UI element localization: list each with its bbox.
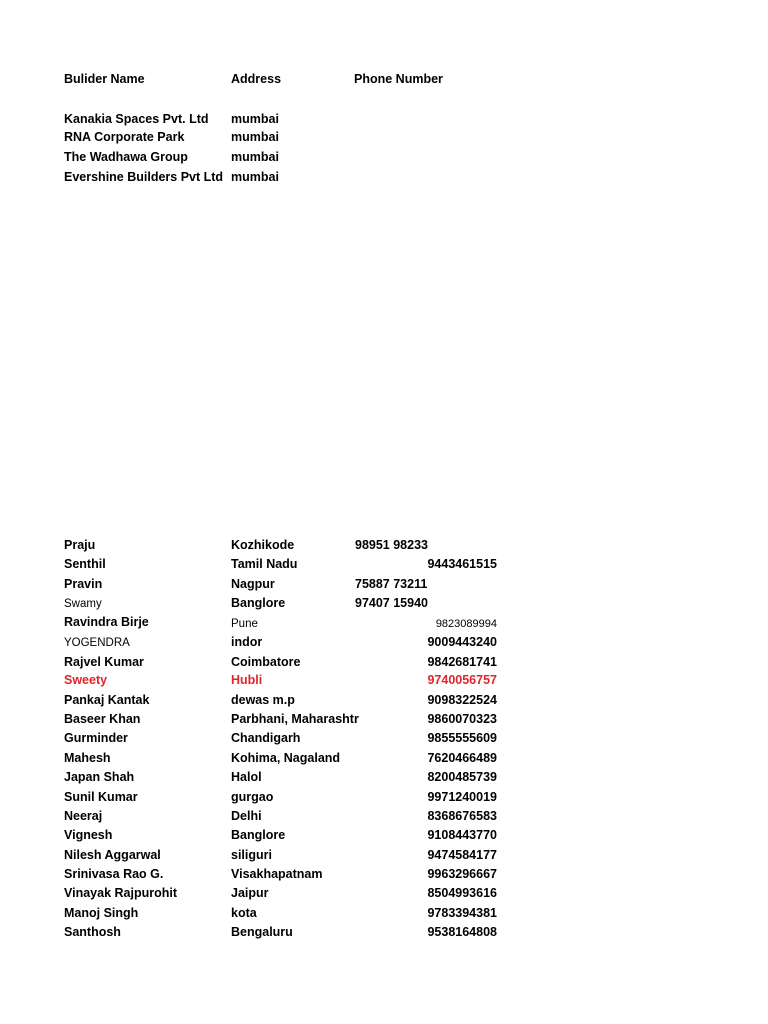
contact-name: Nilesh Aggarwal [64, 848, 161, 862]
contact-name: Neeraj [64, 809, 103, 823]
contact-name: Pankaj Kantak [64, 693, 150, 707]
contact-address-highlighted: Hubli [231, 673, 263, 687]
contact-phone: 9860070323 [427, 712, 497, 726]
contact-address: siliguri [231, 848, 272, 862]
contact-name: Vignesh [64, 828, 113, 842]
contact-phone: 9855555609 [427, 731, 497, 745]
header-address: Address [231, 72, 282, 86]
contact-address: Bengaluru [231, 925, 293, 939]
builder-address: mumbai [231, 150, 279, 164]
contact-name: Swamy [64, 598, 102, 610]
header-builder-name: Bulider Name [64, 72, 145, 86]
builder-address: mumbai [231, 130, 279, 144]
contact-name: Ravindra Birje [64, 615, 149, 629]
contact-phone: 9823089994 [435, 618, 497, 630]
contact-name: Srinivasa Rao G. [64, 867, 164, 881]
contact-phone: 9474584177 [427, 848, 497, 862]
contact-name: Pravin [64, 577, 103, 591]
contact-name: Manoj Singh [64, 906, 139, 920]
contact-name: Japan Shah [64, 770, 135, 784]
contact-phone: 9783394381 [427, 906, 497, 920]
contact-address: Delhi [231, 809, 262, 823]
contact-phone: 9009443240 [427, 635, 497, 649]
contact-address: Chandigarh [231, 731, 301, 745]
contact-address: Coimbatore [231, 655, 301, 669]
contact-phone: 97407 15940 [355, 596, 428, 610]
builder-name: Kanakia Spaces Pvt. Ltd [64, 112, 209, 126]
contact-phone-highlighted: 9740056757 [427, 673, 497, 687]
contact-address: Halol [231, 770, 262, 784]
contact-name: Vinayak Rajpurohit [64, 886, 177, 900]
contact-address: kota [231, 906, 257, 920]
contact-name: Sunil Kumar [64, 790, 138, 804]
header-phone-number: Phone Number [354, 72, 443, 86]
contact-phone: 9098322524 [427, 693, 497, 707]
contact-phone: 98951 98233 [355, 538, 428, 552]
contact-name: YOGENDRA [64, 637, 130, 649]
contact-phone: 9538164808 [427, 925, 497, 939]
contact-name: Senthil [64, 557, 106, 571]
contact-address: indor [231, 635, 263, 649]
contact-phone: 7620466489 [427, 751, 497, 765]
contact-phone: 9971240019 [427, 790, 497, 804]
contact-phone: 9963296667 [427, 867, 497, 881]
contact-name: Gurminder [64, 731, 128, 745]
contact-name: Mahesh [64, 751, 111, 765]
contact-phone: 8504993616 [427, 886, 497, 900]
builder-name: RNA Corporate Park [64, 130, 185, 144]
contact-address: Tamil Nadu [231, 557, 298, 571]
contact-name: Baseer Khan [64, 712, 141, 726]
builder-address: mumbai [231, 112, 279, 126]
contact-address: Nagpur [231, 577, 275, 591]
contact-phone: 9108443770 [427, 828, 497, 842]
contact-address: Visakhapatnam [231, 867, 323, 881]
contact-phone: 75887 73211 [355, 577, 428, 591]
contact-phone: 9842681741 [427, 655, 497, 669]
contact-phone: 8200485739 [427, 770, 497, 784]
contact-name: Santhosh [64, 925, 121, 939]
contact-address: gurgao [231, 790, 274, 804]
contact-address: Banglore [231, 596, 286, 610]
contact-name-highlighted: Sweety [64, 673, 108, 687]
builder-name: Evershine Builders Pvt Ltd [64, 170, 224, 184]
builder-name: The Wadhawa Group [64, 150, 188, 164]
contact-address: Pune [231, 618, 258, 630]
contact-address: Parbhani, Maharashtr [231, 712, 359, 726]
contact-address: Kozhikode [231, 538, 295, 552]
contact-name: Praju [64, 538, 96, 552]
contact-address: Jaipur [231, 886, 269, 900]
contact-address: dewas m.p [231, 693, 295, 707]
contact-address: Kohima, Nagaland [231, 751, 341, 765]
contact-phone: 8368676583 [427, 809, 497, 823]
contact-phone: 9443461515 [427, 557, 497, 571]
contact-address: Banglore [231, 828, 286, 842]
builder-address: mumbai [231, 170, 279, 184]
contact-name: Rajvel Kumar [64, 655, 144, 669]
